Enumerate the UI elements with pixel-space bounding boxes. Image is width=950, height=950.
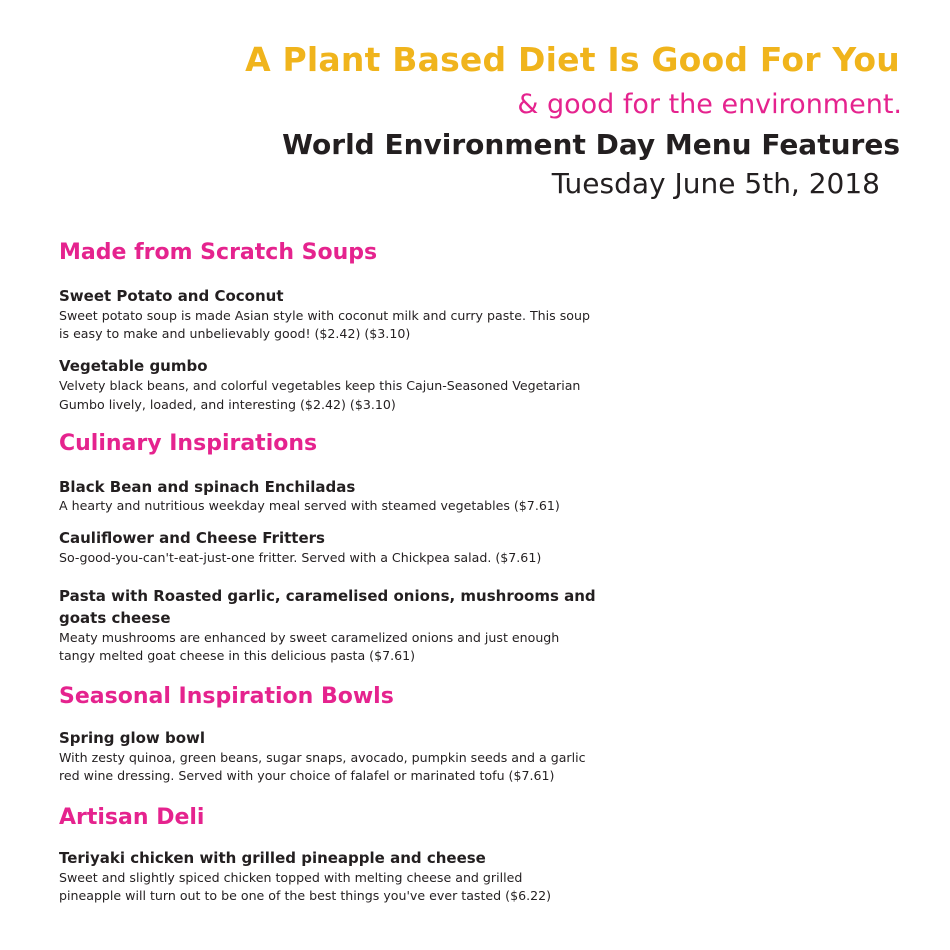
menu-item-desc-line: Sweet potato soup is made Asian style with coconut milk and curry paste. This soup <box>59 308 590 323</box>
menu-item-desc-line: A hearty and nutritious weekday meal served with steamed vegetables ($7.61) <box>59 498 560 513</box>
menu-item-name: Cauliflower and Cheese Fritters <box>59 529 325 547</box>
menu-item-name: Black Bean and spinach Enchiladas <box>59 478 356 496</box>
menu-item-desc-line: Gumbo lively, loaded, and interesting ($2.42) ($3.10) <box>59 397 396 412</box>
menu-item-desc-line: With zesty quinoa, green beans, sugar snaps, avocado, pumpkin seeds and a garlic <box>59 750 586 765</box>
page-title: A Plant Based Diet Is Good For You <box>245 40 900 79</box>
menu-item-desc-line: is easy to make and unbelievably good! ($2.42) ($3.10) <box>59 326 411 341</box>
menu-item-name: goats cheese <box>59 609 171 627</box>
section-title-bowls: Seasonal Inspiration Bowls <box>59 684 394 709</box>
section-title-soups: Made from Scratch Soups <box>59 240 378 265</box>
menu-item-desc-line: tangy melted goat cheese in this delicious pasta ($7.61) <box>59 648 416 663</box>
page-subtitle: & good for the environment. <box>517 89 902 120</box>
menu-item-desc-line: red wine dressing. Served with your choice of falafel or marinated tofu ($7.61) <box>59 768 555 783</box>
menu-item-desc-line: Meaty mushrooms are enhanced by sweet caramelized onions and just enough <box>59 630 560 645</box>
menu-item-desc-line: Velvety black beans, and colorful vegetables keep this Cajun-Seasoned Vegetarian <box>59 378 581 393</box>
menu-item-name: Spring glow bowl <box>59 729 206 747</box>
menu-item-desc-line: Sweet and slightly spiced chicken topped with melting cheese and grilled <box>59 870 523 885</box>
menu-item-desc-line: So-good-you-can't-eat-just-one fritter. Served with a Chickpea salad. ($7.61) <box>59 550 542 565</box>
event-date: Tuesday June 5th, 2018 <box>551 167 880 200</box>
section-title-deli: Artisan Deli <box>59 805 205 830</box>
menu-item-name: Vegetable gumbo <box>59 357 208 375</box>
menu-item-name: Teriyaki chicken with grilled pineapple and cheese <box>59 849 486 867</box>
menu-item-desc-line: pineapple will turn out to be one of the best things you've ever tasted ($6.22) <box>59 888 552 903</box>
menu-item-name: Pasta with Roasted garlic, caramelised onions, mushrooms and <box>59 587 596 605</box>
event-title: World Environment Day Menu Features <box>282 128 900 161</box>
section-title-culinary: Culinary Inspirations <box>59 431 318 456</box>
menu-item-name: Sweet Potato and Coconut <box>59 287 284 305</box>
